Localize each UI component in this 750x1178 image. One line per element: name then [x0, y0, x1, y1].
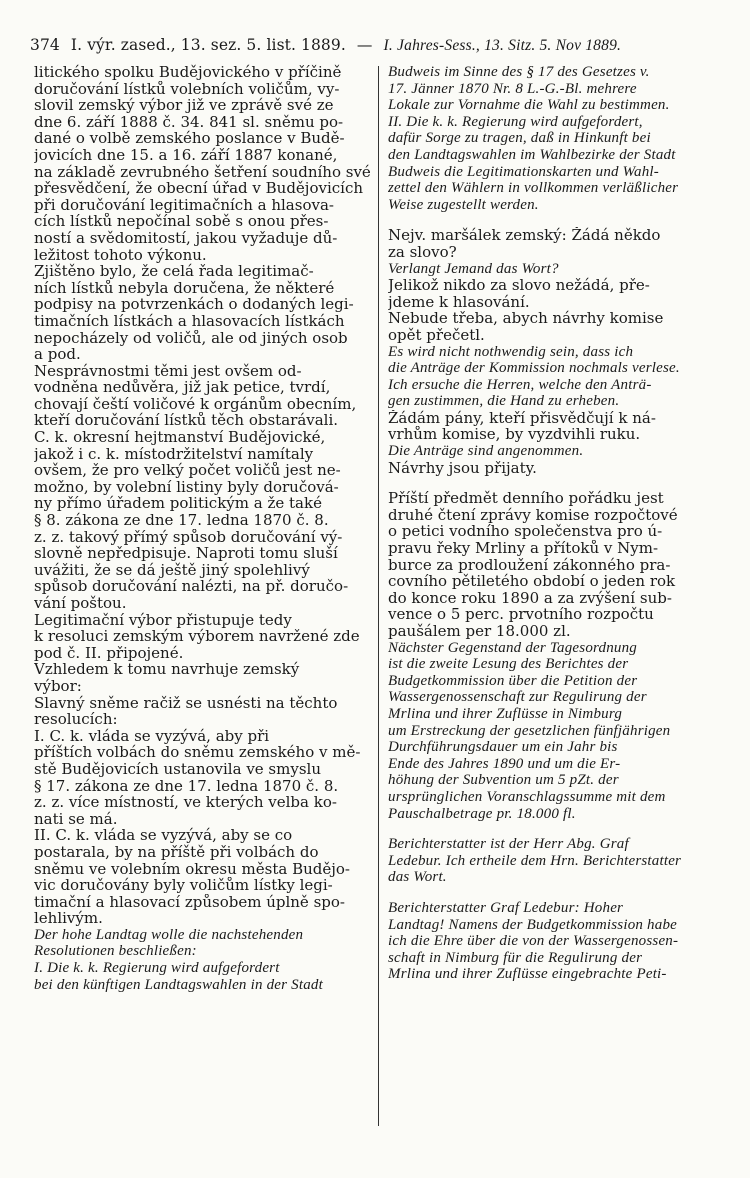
right-column	[388, 64, 724, 983]
text-line: höhung der Subvention um 5 pZt. der	[388, 772, 619, 789]
text-line: Nesprávnostmi těmi jest ovšem od-	[34, 362, 302, 380]
text-line: Pauschalbetrage pr. 18.000 fl.	[388, 805, 576, 822]
text-line: Žádám pány, kteří přisvědčují k ná-	[388, 409, 656, 427]
text-line: nepocházely od voličů, ale od jiných osob	[34, 329, 348, 347]
text-line: cích lístků nepočínal sobě s onou přes-	[34, 213, 329, 230]
text-line: jakož i c. k. místodržitelství namítaly	[34, 445, 314, 463]
text-line: II. Die k. k. Regierung wird aufgefordert,	[388, 113, 643, 130]
text-line: das Wort.	[388, 869, 447, 886]
text-line: I. Die k. k. Regierung wird aufgefordert	[34, 960, 280, 977]
text-line: Budweis die Legitimationskarten und Wahl-	[388, 163, 659, 180]
text-line: Lokale zur Vornahme die Wahl zu bestimmen.	[388, 97, 670, 114]
text-line: dne 6. září 1888 č. 34. 841 sl. sněmu po-	[34, 113, 344, 131]
text-line: Legitimační výbor přistupuje tedy	[34, 611, 292, 629]
text-line: bei den künftigen Landtagswahlen in der Stadt	[34, 976, 323, 993]
text-line: Weise zugestellt werden.	[388, 196, 539, 213]
text-line: timační a hlasovací způsobem úplně spo-	[34, 893, 345, 911]
text-line: do konce roku 1890 a za zvýšení sub-	[388, 589, 672, 607]
text-line: ny přímo úřadem politickým a že také	[34, 495, 322, 513]
text-line: Budweis im Sinne des § 17 des Gesetzes v.	[388, 64, 650, 80]
text-line: a pod.	[34, 346, 81, 363]
text-line: pravu řeky Mrliny a přítoků v Nym-	[388, 540, 659, 557]
page-number: 374	[30, 36, 60, 54]
text-line: Die Anträge sind angenommen.	[388, 443, 584, 460]
text-line: k resoluci zemským výborem navržené zde	[34, 628, 360, 645]
text-line: spůsob doručování nalézti, na př. doručo-	[34, 578, 349, 595]
text-line: C. k. okresní hejtmanství Budějovické,	[34, 429, 326, 446]
text-line: um Erstreckung der gesetzlichen fünfjährigen	[388, 722, 671, 739]
text-line: ností a svědomitostí, jakou vyžaduje dů-	[34, 229, 338, 247]
text-line: z. z. více místností, ve kterých velba ko-	[34, 794, 337, 811]
text-line: slovně nepředpisuje. Naproti tomu sluší	[34, 545, 338, 562]
paragraph-gap	[388, 476, 724, 490]
text-line: Der hohe Landtag wolle die nachstehenden	[34, 926, 304, 943]
text-line: přesvědčení, že obecní úřad v Budějovicích	[34, 180, 364, 197]
text-line: z. z. takový přímý spůsob doručování vý-	[34, 528, 343, 546]
paragraph-gap	[388, 213, 724, 227]
text-line: Slavný sněme račiž se usnésti na těchto	[34, 694, 338, 712]
text-line: Ich ersuche die Herren, welche den Anträ-	[388, 376, 652, 393]
text-line: na základě zevrubného šetření soudního své	[34, 163, 371, 181]
text-line: Ende des Jahres 1890 und um die Er-	[388, 755, 621, 772]
text-line: jdeme k hlasování.	[388, 293, 530, 311]
text-line: lehlivým.	[34, 910, 103, 927]
text-line: gen zustimmen, die Hand zu erheben.	[388, 393, 620, 410]
text-line: nati se má.	[34, 810, 118, 828]
header-dash: —	[356, 36, 373, 54]
text-line: II. C. k. vláda se vyzývá, aby se co	[34, 827, 293, 844]
text-line: Ledebur. Ich ertheile dem Hrn. Berichterstatter	[388, 852, 682, 869]
text-line: doručování lístků volebních voličům, vy-	[34, 80, 340, 98]
text-line: ist die zweite Lesung des Berichtes der	[388, 656, 629, 673]
text-line: Berichterstatter Graf Ledebur: Hoher	[388, 899, 624, 916]
text-line: ležitost tohoto výkonu.	[34, 246, 207, 264]
text-line: dané o volbě zemského poslance v Budě-	[34, 130, 345, 147]
header-czech: I. výr. zased., 13. sez. 5. list. 1889.	[70, 36, 346, 54]
text-line: vání poštou.	[34, 595, 127, 612]
paragraph-gap	[388, 822, 724, 836]
text-line: Durchführungsdauer um ein Jahr bis	[388, 739, 618, 756]
text-line: chovají čeští voličové k orgánům obecním,	[34, 395, 357, 413]
text-line: ních lístků nebyla doručena, že některé	[34, 279, 335, 297]
text-line: Wassergenossenschaft zur Regulirung der	[388, 689, 647, 706]
text-line: Budgetkommission über die Petition der	[388, 672, 638, 689]
text-line: zettel den Wählern in vollkommen verläßlicher	[388, 180, 679, 197]
text-line: příštích volbách do sněmu zemského v mě-	[34, 744, 361, 761]
text-line: vrhům komise, by vyzdvihli ruku.	[388, 426, 641, 444]
header-german: I. Jahres-Sess., 13. Sitz. 5. Nov 1889.	[383, 37, 622, 54]
text-line: slovil zemský výbor již ve zprávě své ze	[34, 97, 334, 114]
text-line: Nejv. maršálek zemský: Žádá někdo	[388, 227, 661, 244]
text-line: podpisy na potvrzenkách o dodaných legi-	[34, 296, 354, 313]
text-line: vic doručovány byly voličům lístky legi-	[34, 877, 333, 894]
text-line: ursprünglichen Voranschlagssumme mit dem	[388, 788, 666, 805]
paragraph-gap	[388, 886, 724, 900]
text-line: Mrlina und ihrer Zuflüsse eingebrachte Peti-	[388, 966, 667, 983]
text-line: vodněna nedůvěra, již jak petice, tvrdí,	[34, 379, 331, 396]
text-line: ovšem, že pro velký počet voličů jest ne-	[34, 462, 341, 479]
text-line: postarala, by na příště při volbách do	[34, 843, 319, 861]
text-line: ich die Ehre über die von der Wassergenossen-	[388, 933, 679, 950]
text-line: Jelikož nikdo za slovo nežádá, pře-	[388, 277, 650, 294]
text-line: uvážiti, že se dá ještě jiný spolehlivý	[34, 561, 310, 579]
text-line: 17. Jänner 1870 Nr. 8 L.-G.-Bl. mehrere	[388, 80, 637, 97]
text-line: die Anträge der Kommission nochmals verlese.	[388, 360, 680, 377]
text-line: Nächster Gegenstand der Tagesordnung	[388, 639, 638, 656]
text-line: Landtag! Namens der Budgetkommission habe	[388, 916, 678, 933]
text-line: opět přečetl.	[388, 326, 485, 344]
text-line: litického spolku Budějovického v příčině	[34, 64, 342, 81]
text-line: druhé čtení zprávy komise rozpočtové	[388, 506, 678, 524]
text-line: covního pětiletého období o jeden rok	[388, 573, 676, 590]
text-line: možno, by volební listiny byly doručová-	[34, 478, 339, 496]
text-line: Es wird nicht nothwendig sein, dass ich	[388, 343, 634, 360]
text-line: Resolutionen beschließen:	[34, 943, 197, 960]
text-line: výbor:	[34, 677, 82, 695]
text-line: Návrhy jsou přijaty.	[388, 459, 537, 477]
text-line: Zjištěno bylo, že celá řada legitimač-	[34, 263, 314, 280]
text-line: burce za prodloužení zákonného pra-	[388, 556, 671, 574]
text-line: za slovo?	[388, 243, 457, 261]
text-line: resolucích:	[34, 711, 118, 728]
text-line: dafür Sorge zu tragen, daß in Hinkunft bei	[388, 130, 651, 147]
text-line: I. C. k. vláda se vyzývá, aby při	[34, 727, 270, 745]
text-line: § 17. zákona ze dne 17. ledna 1870 č. 8.	[34, 777, 339, 795]
text-line: Vzhledem k tomu navrhuje zemský	[34, 661, 300, 678]
text-line: Berichterstatter ist der Herr Abg. Graf	[388, 836, 629, 853]
left-column	[34, 64, 372, 993]
text-line: o petici vodního společenstva pro ú-	[388, 523, 663, 541]
text-line: § 8. zákona ze dne 17. ledna 1870 č. 8.	[34, 512, 329, 529]
text-line: kteří doručování lístků těch obstarávali.	[34, 412, 339, 430]
text-line: timačních lístkách a hlasovacích lístkách	[34, 312, 345, 330]
text-line: paušálem per 18.000 zl.	[388, 623, 571, 640]
text-line: při doručování legitimačních a hlasova-	[34, 196, 334, 214]
text-line: Mrlina und ihrer Zuflüsse in Nimburg	[388, 705, 623, 722]
text-line: Verlangt Jemand das Wort?	[388, 260, 559, 277]
page-header	[30, 36, 720, 55]
column-divider	[378, 66, 379, 1126]
text-line: vence o 5 perc. prvotního rozpočtu	[388, 606, 654, 623]
text-line: Nebude třeba, abych návrhy komise	[388, 310, 664, 327]
text-line: sněmu ve volebním okresu města Budějo-	[34, 860, 350, 878]
text-line: jovicích dne 15. a 16. září 1887 konané,	[34, 146, 338, 164]
text-line: schaft in Nimburg für die Regulirung der	[388, 949, 643, 966]
text-line: den Landtagswahlen im Wahlbezirke der Stadt	[388, 146, 676, 163]
text-line: stě Budějovicích ustanovila ve smyslu	[34, 760, 321, 778]
text-line: Příští předmět denního pořádku jest	[388, 490, 664, 507]
text-line: pod č. II. připojené.	[34, 644, 184, 662]
